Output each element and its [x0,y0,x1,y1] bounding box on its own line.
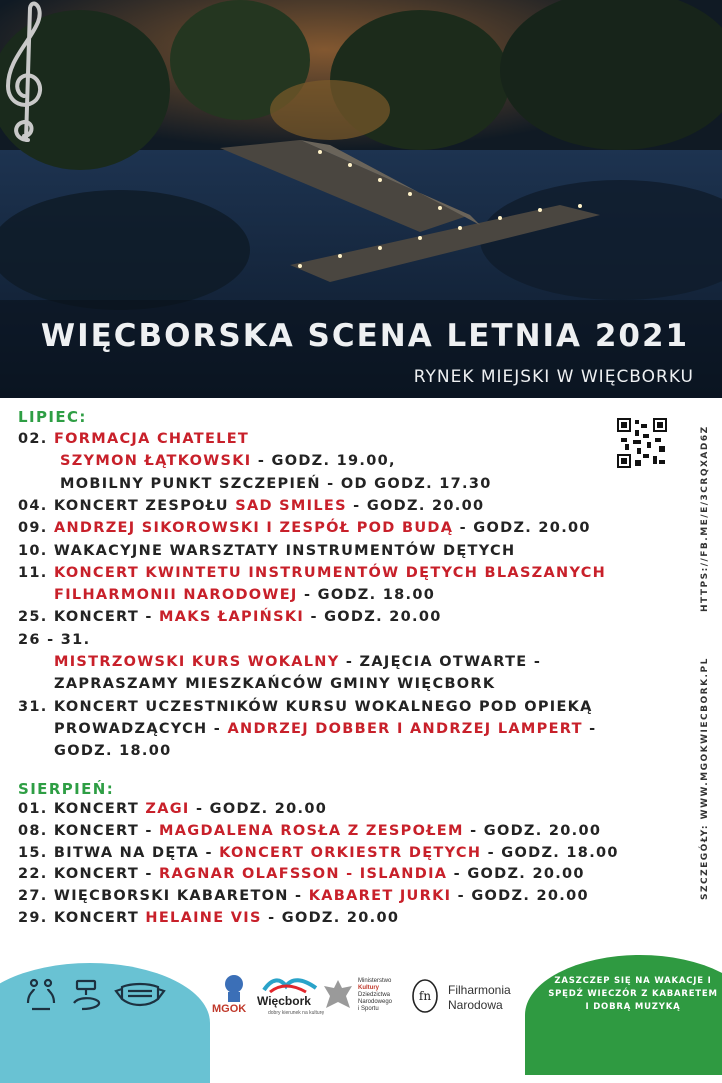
wiecbork-logo-mark [262,976,318,994]
safety-icons [22,975,172,1015]
schedule-text: 22. KONCERT - [18,866,160,883]
schedule-text: 31. KONCERT UCZESTNIKÓW KURSU WOKALNEGO POD OPIEKĄ [18,698,593,715]
schedule-text: 08. KONCERT - [18,822,160,839]
schedule-text: - GODZ. 20.00 [189,801,328,817]
filharmonia-logo-mark [410,978,440,1014]
page-title: WIĘCBORSKA SCENA LETNIA 2021 [40,318,690,354]
schedule-text: PROWADZĄCYCH - [54,720,228,737]
schedule-text: - GODZ. 20.00 [447,866,585,883]
event-link[interactable]: HTTPS://FB.ME/E/3CRQXAD6Z [700,425,710,612]
schedule-line [18,845,619,861]
ministry-line-3: Dziedzictwa [358,992,391,998]
performer-name: MAGDALENA ROSŁA Z ZESPOŁEM [159,822,464,839]
schedule-line [60,476,492,492]
schedule-line [54,587,435,603]
details-website-link[interactable]: SZCZEGÓŁY: WWW.MGOKWIECBORK.PL [700,657,710,900]
performer-name: RAGNAR OLAFSSON - ISLANDIA [159,866,448,883]
schedule-line [18,520,591,536]
schedule-text: 26 - 31. [18,631,91,648]
section-heading-august: SIERPIEŃ: [18,780,115,798]
schedule-text: 25. KONCERT - [18,609,160,626]
page-subtitle: RYNEK MIEJSKI W WIĘCBORKU [413,367,694,387]
filharmonia-line-1: Filharmonia [448,983,511,997]
ministry-line-2: Kultury [358,985,379,991]
filharmonia-logo-text [448,983,511,1013]
mgok-logo-text: MGOK [212,1003,247,1015]
performer-name: SZYMON ŁĄTKOWSKI [60,453,252,470]
schedule-text: - GODZ. 20.00 [453,520,591,537]
schedule-line [18,801,327,817]
schedule-line [54,654,541,670]
schedule-line [18,498,484,514]
wiecbork-logo-text: Więcbork [257,994,311,1008]
schedule-line [18,565,606,581]
section-heading-july: LIPIEC: [18,408,87,426]
performer-name: SAD SMILES [235,497,347,514]
schedule-text: 02. [18,431,54,447]
schedule-line [18,910,399,926]
schedule-text: - GODZ. 18.00 [481,844,619,861]
ministry-line-1: Ministerstwo [358,978,392,984]
hero-photo [0,0,722,398]
schedule-text: - GODZ. 20.00 [451,888,589,905]
schedule-line [18,543,515,559]
promo-text: ZASZCZEP SIĘ NA WAKACJE I SPĘDŹ WIECZÓR Z KABARETEM I DOBRĄ MUZYKĄ [548,976,718,1012]
performer-name: ZAGI [145,801,190,817]
schedule-text: - GODZ. 19.00, [251,453,396,470]
schedule-text: 11. [18,564,54,581]
schedule-line [18,823,601,839]
ministry-line-5: i Sportu [358,1006,379,1012]
schedule-text: GODZ. 18.00 [54,743,172,760]
ministry-line-4: Narodowego [358,999,393,1005]
schedule-text: 10. WAKACYJNE WARSZTATY INSTRUMENTÓW DĘTYCH [18,542,516,559]
treble-clef-icon [0,0,50,150]
promo-panel [525,955,722,1075]
schedule-line [18,609,442,625]
schedule-text: 27. WIĘCBORSKI KABARETON - [18,888,309,905]
schedule-text: 09. [18,520,54,537]
sanitizer-icon [74,981,99,1009]
performer-name: FILHARMONII NARODOWEJ [54,587,298,604]
schedule-text: 04. KONCERT ZESPOŁU [18,497,236,514]
performer-name: MAKS ŁAPIŃSKI [159,609,305,626]
performer-name: HELAINE VIS [145,910,262,926]
filharmonia-line-2: Narodowa [448,998,503,1012]
schedule-text: - GODZ. 18.00 [297,587,436,604]
performer-name: MISTRZOWSKI KURS WOKALNY [54,654,340,670]
schedule-line [18,888,589,904]
schedule-text: - GODZ. 20.00 [346,497,485,514]
hands-wash-icon [28,980,54,1009]
schedule-text: 29. KONCERT [18,910,146,926]
svg-text:fn: fn [418,989,432,1003]
schedule-line [18,866,585,882]
schedule-line [54,721,596,737]
qr-code[interactable] [617,418,667,468]
schedule-line [54,743,172,759]
ministry-logo [358,978,392,1013]
schedule-line [18,632,90,648]
schedule-line [60,453,396,469]
schedule-text: 01. KONCERT [18,801,146,817]
performer-name: KONCERT ORKIESTR DĘTYCH [219,844,482,861]
schedule-text: MOBILNY PUNKT SZCZEPIEŃ - OD GODZ. 17.30 [60,475,492,492]
schedule-line [18,431,249,447]
performer-name: KABARET JURKI [308,888,452,905]
schedule-text: - [582,720,597,737]
schedule-text: ZAPRASZAMY MIESZKAŃCÓW GMINY WIĘCBORK [54,676,496,693]
schedule-text: - GODZ. 20.00 [261,910,400,926]
eagle-emblem-icon [322,978,354,1014]
schedule-line [18,699,593,715]
performer-name: ANDRZEJ DOBBER I ANDRZEJ LAMPERT [227,720,583,737]
schedule-text: 15. BITWA NA DĘTA - [18,844,220,861]
performer-name: KONCERT KWINTETU INSTRUMENTÓW DĘTYCH BLASZANYCH [53,564,607,581]
schedule-text: - GODZ. 20.00 [463,822,602,839]
performer-name: ANDRZEJ SIKOROWSKI I ZESPÓŁ POD BUDĄ [53,520,454,537]
performer-name: FORMACJA CHATELET [53,431,250,447]
wiecbork-logo-sub: dobry kierunek na kulturę [268,1010,325,1016]
schedule-text: - GODZ. 20.00 [304,609,442,626]
schedule-text: - ZAJĘCIA OTWARTE - [339,654,542,670]
mask-icon [116,984,164,1005]
schedule-line [54,676,495,692]
